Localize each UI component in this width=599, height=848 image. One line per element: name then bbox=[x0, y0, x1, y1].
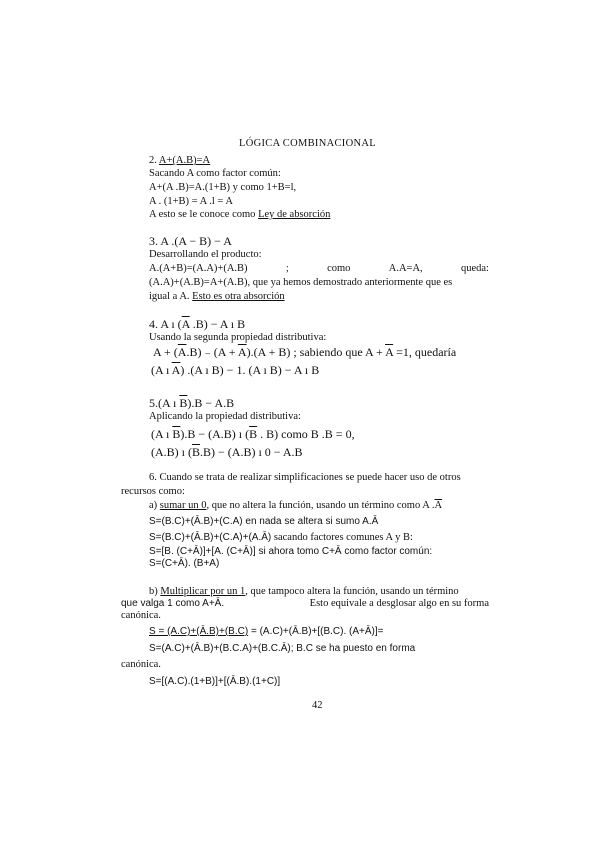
section-3-line-4-text: igual a A. bbox=[149, 291, 190, 302]
section-2-line-4-text: A esto se le conoce como bbox=[149, 209, 256, 220]
section-6a-heading bbox=[149, 500, 442, 512]
s4-l3-b: ) .(A ı B) − 1. (A ı B) − A ı B bbox=[180, 363, 320, 377]
s6a-text: , que no altera la función, usando un término como A . bbox=[206, 500, 435, 511]
page-title: LÓGICA COMBINACIONAL bbox=[239, 138, 376, 149]
section-4-line-1: Usando la segunda propiedad distributiva: bbox=[149, 332, 327, 343]
section-6b-line-3: canónica. bbox=[121, 610, 161, 621]
s4-l2-bar3: $\overline{A}$ bbox=[385, 345, 394, 359]
section-3-line-2-d: A.A=A, bbox=[388, 263, 423, 274]
section-3-line-3: (A.A)+(A.B)=A+(A.B), que ya hemos demostrado anteriormente que es bbox=[149, 277, 453, 288]
section-4-heading-a: 4. A ı ( bbox=[149, 317, 182, 331]
section-3-line-2-b: ; bbox=[285, 263, 289, 274]
section-2-line-4 bbox=[149, 209, 330, 221]
section-6b-line-4 bbox=[149, 626, 384, 638]
page-number: 42 bbox=[312, 700, 323, 711]
section-6a-line-4: S=(C+Ā). (B+A) bbox=[149, 558, 220, 569]
sumar-cero-label: sumar un 0 bbox=[159, 500, 207, 511]
section-4-heading-b: .B) − A ı B bbox=[189, 317, 246, 331]
section-4-line-3 bbox=[151, 364, 319, 376]
section-5-line-1: Aplicando la propiedad distributiva: bbox=[149, 411, 301, 422]
s6b-l4-underlined: S = (A.C)+(Ā.B)+(B.C) bbox=[149, 626, 249, 637]
section-2-line-1: Sacando A como factor común: bbox=[149, 168, 281, 179]
section-6b-heading bbox=[149, 586, 459, 598]
s5-l2-c: . B) como B .B = 0, bbox=[257, 427, 355, 441]
section-2-formula: A+(A.B)=A bbox=[158, 155, 211, 166]
section-3-line-2 bbox=[149, 263, 489, 275]
s5-l3-b: .B) − (A.B) ı 0 − A.B bbox=[200, 445, 303, 459]
section-3-line-2-a: A.(A+B)=(A.A)+(A.B) bbox=[149, 263, 248, 274]
s6b-l4-rest: = (A.C)+(Ā.B)+[(B.C). (A+Ā)]= bbox=[248, 626, 384, 637]
s4-l2-c: ).(A + B) ; sabiendo que A + bbox=[246, 345, 386, 359]
s5-l2-bar2: $\overline{B}$ bbox=[249, 427, 258, 441]
section-5-line-3 bbox=[151, 446, 303, 458]
s5-l2-bar1: $\overline{B}$ bbox=[172, 427, 181, 441]
section-2-line-3: A . (1+B) = A .l = A bbox=[149, 196, 233, 207]
section-6-line-2: recursos como: bbox=[121, 486, 185, 497]
section-6a-line-3: S=[B. (C+Ā)]+[A. (C+Ā)] si ahora tomo C+Ā como factor común: bbox=[149, 546, 433, 557]
section-2-line-2: A+(A .B)=A.(1+B) y como 1+B=l, bbox=[149, 182, 297, 193]
section-6-line-1: 6. Cuando se trata de realizar simplificaciones se puede hacer uso de otros bbox=[149, 472, 461, 483]
section-3-heading: 3. A .(A − B) − A bbox=[149, 234, 232, 248]
section-3-line-1: Desarrollando el producto: bbox=[149, 249, 262, 260]
section-6a-line-2 bbox=[149, 532, 413, 544]
s5-l3-a: (A.B) ı ( bbox=[151, 445, 192, 459]
section-4-heading bbox=[149, 318, 245, 330]
section-5-heading-a: 5.(A ı bbox=[149, 396, 180, 410]
section-5-heading bbox=[149, 397, 234, 409]
section-4-line-2 bbox=[153, 346, 456, 358]
section-6b-line-6: canónica. bbox=[121, 659, 161, 670]
s6b-text: , que tampoco altera la función, usando un término bbox=[245, 586, 459, 597]
s4-l2-bar2: $\overline{A}$ bbox=[237, 345, 247, 359]
s6b-l2-a: que valga 1 como A+Ā. bbox=[121, 598, 225, 609]
s4-l2-bar1: $\overline{A}$ bbox=[177, 345, 187, 359]
s5-l2-b: ).B − (A.B) ı ( bbox=[180, 427, 250, 441]
s6b-l2-b: Esto equivale a desglosar algo en su forma bbox=[309, 598, 489, 609]
section-3-line-2-c: como bbox=[327, 263, 351, 274]
section-5-heading-bar: $\overline{B}$ bbox=[179, 396, 188, 410]
absorption-note: Esto es otra absorción bbox=[192, 291, 285, 302]
s4-l2-a: A + ( bbox=[153, 345, 178, 359]
section-3-line-2-e: queda: bbox=[460, 263, 489, 274]
s4-l2-b: .B) ₋ (A + bbox=[186, 345, 238, 359]
s4-l3-a: (A ı bbox=[151, 363, 172, 377]
section-6b-line-2 bbox=[121, 598, 489, 610]
s4-l2-d: =1, quedaría bbox=[393, 345, 457, 359]
section-5-line-2 bbox=[151, 428, 355, 440]
section-6b-line-5: S=(A.C)+(Ā.B)+(B.C.A)+(B.C.Ā); B.C se ha puesto en forma bbox=[149, 643, 416, 654]
s6a-l2-note: sacando factores comunes A y B: bbox=[271, 532, 413, 543]
section-3-line-4 bbox=[149, 291, 285, 303]
section-2-number: 2. bbox=[149, 155, 157, 166]
section-5-heading-b: ).B − A.B bbox=[187, 396, 235, 410]
section-6b-line-7: S=[(A.C).(1+B)]+[(Ā.B).(1+C)] bbox=[149, 676, 281, 687]
section-2-heading bbox=[149, 155, 210, 167]
section-6a-line-1: S=(B.C)+(Ā.B)+(C.A) en nada se altera si sumo A.Ā bbox=[149, 516, 379, 527]
multiplicar-uno-label: Multiplicar por un 1 bbox=[160, 586, 246, 597]
s6b-label: b) bbox=[149, 586, 158, 597]
s6a-l2-formula: S=(B.C)+(Ā.B)+(C.A)+(A.Ā) bbox=[149, 532, 272, 543]
s4-l3-bar: $\overline{A}$ bbox=[171, 363, 181, 377]
s6a-label: a) bbox=[149, 500, 158, 511]
s6a-bar: $\overline{A}$ bbox=[434, 500, 443, 511]
s5-l2-a: (A ı bbox=[151, 427, 173, 441]
section-4-heading-bar: $\overline{A}$ bbox=[181, 317, 190, 331]
absorption-law-label: Ley de absorción bbox=[258, 209, 331, 220]
s5-l3-bar: $\overline{B}$ bbox=[192, 445, 201, 459]
